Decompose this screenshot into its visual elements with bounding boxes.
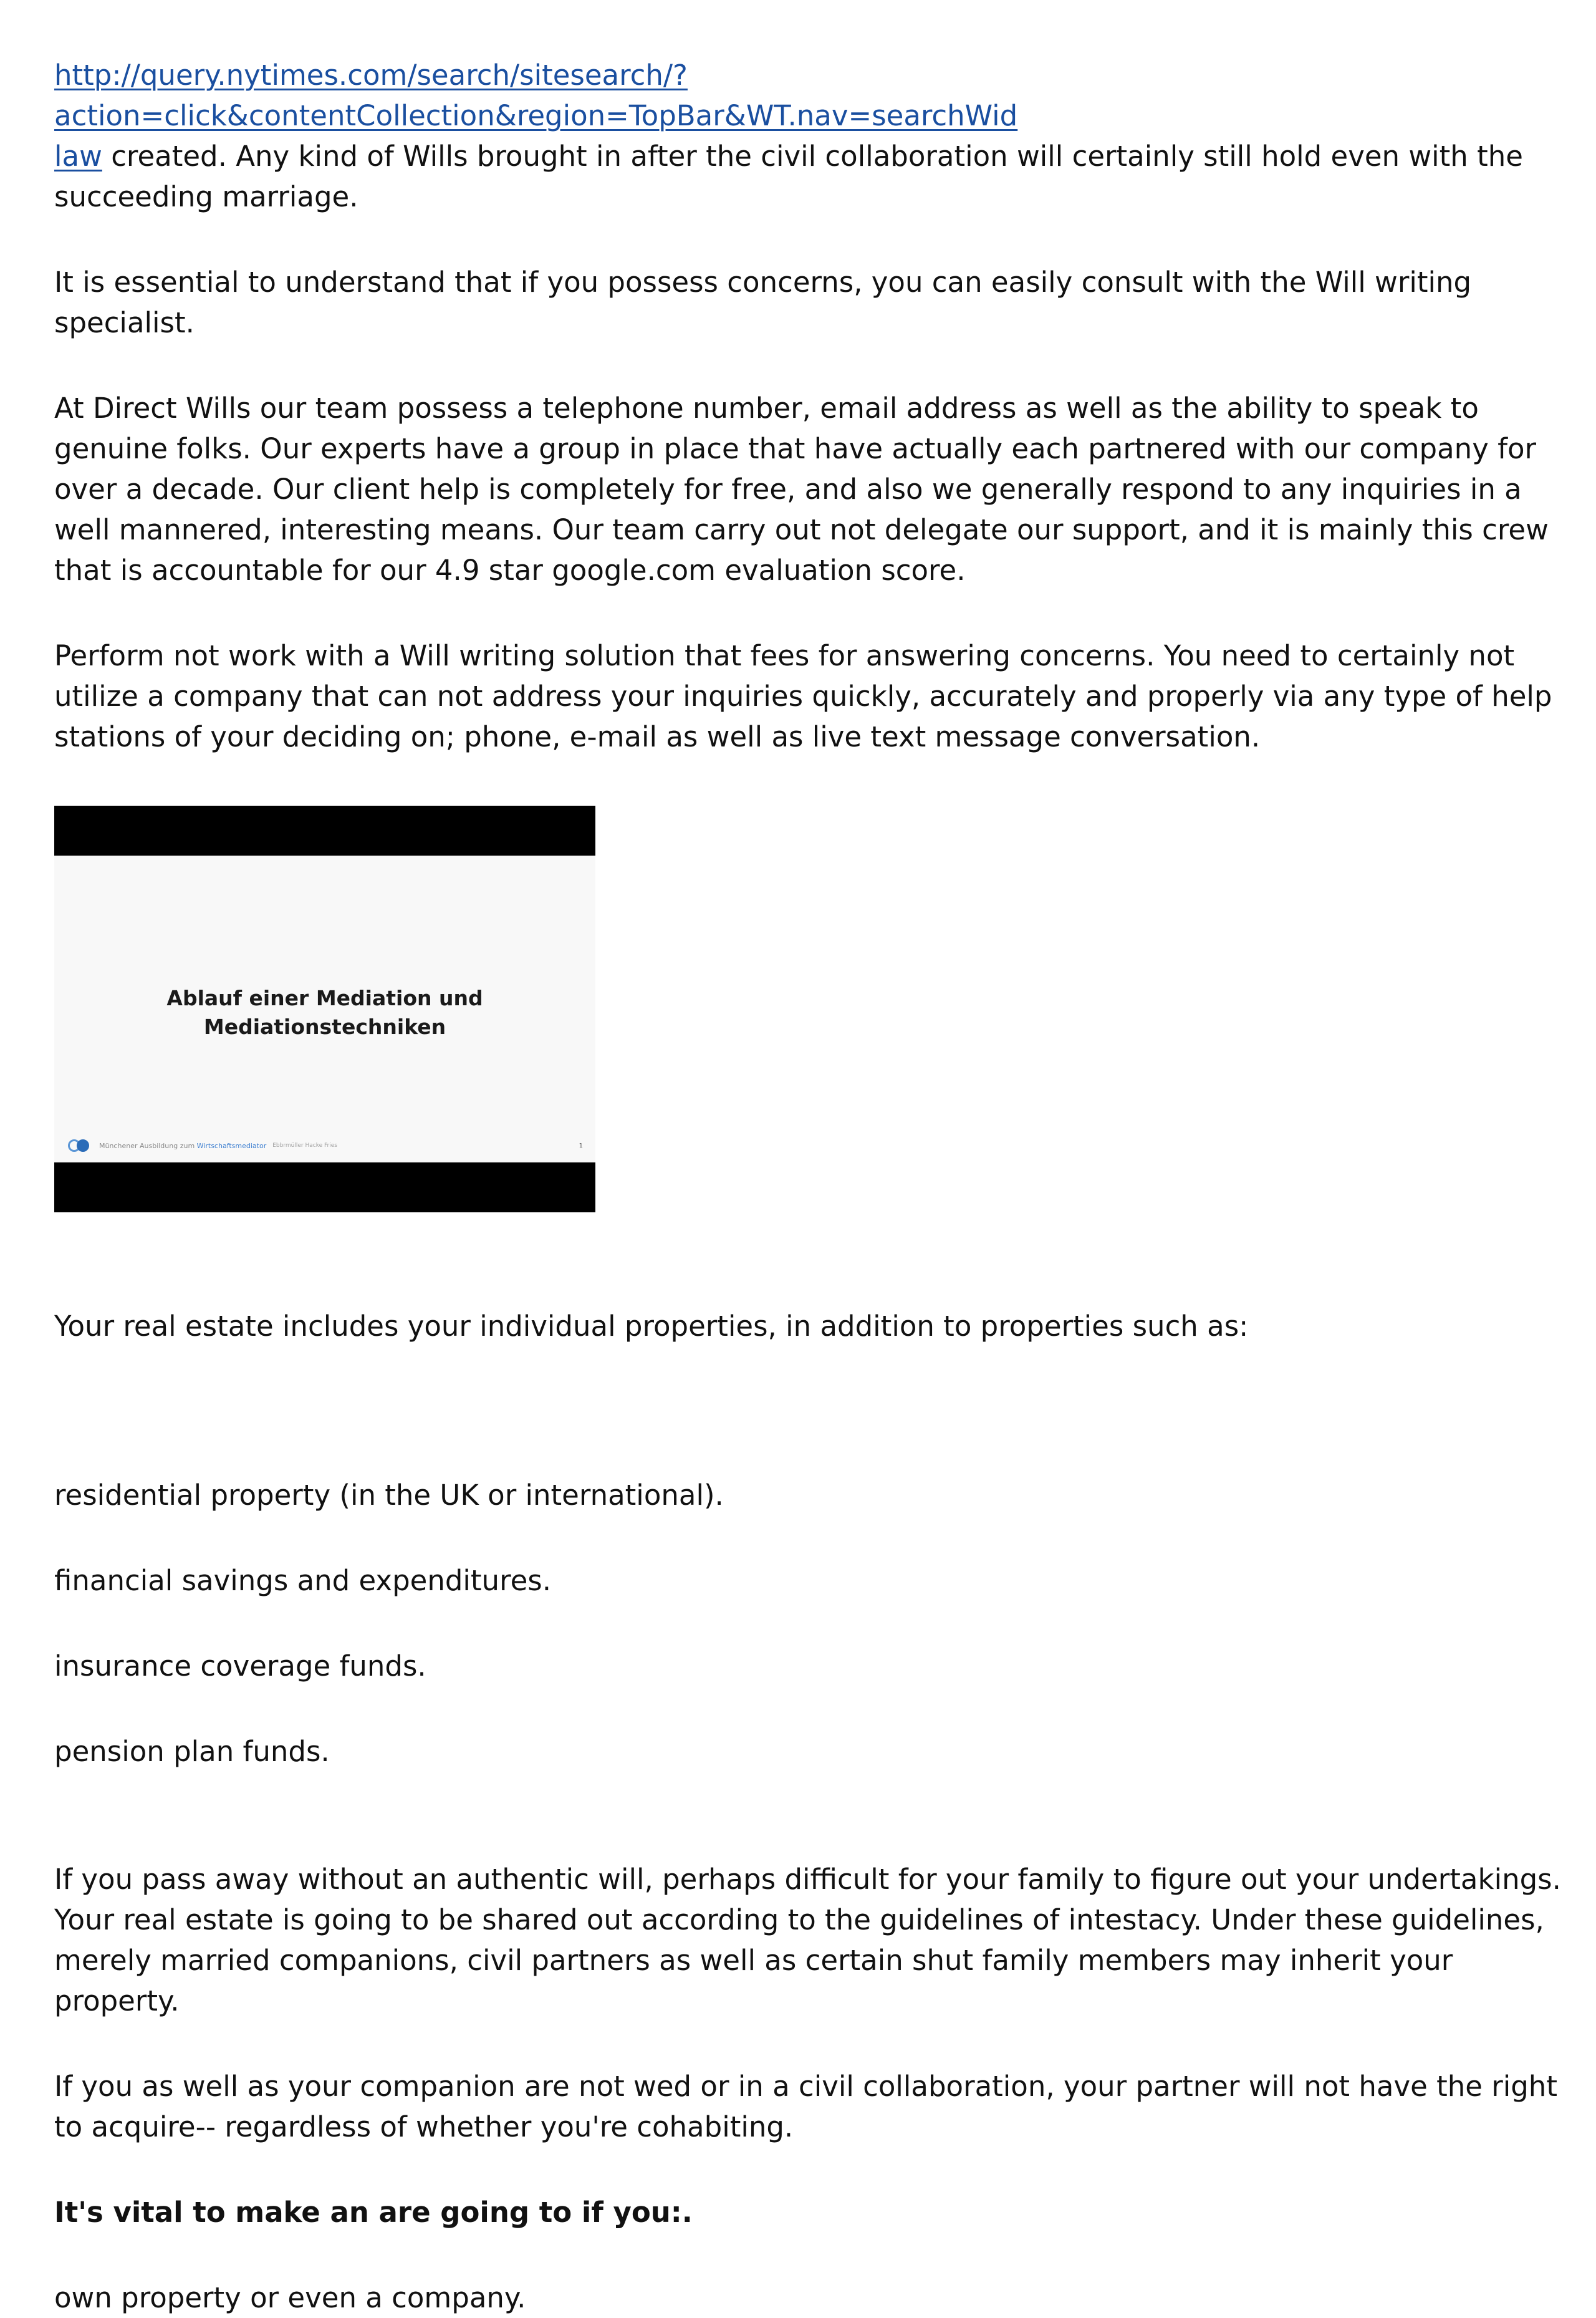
consult-paragraph: It is essential to understand that if you possess concerns, you can easily consult with the Will writing specialist. <box>54 266 1472 339</box>
vital-heading: It's vital to make an are going to if you:. <box>54 2196 693 2229</box>
intro-text: created. Any kind of Wills brought in after the civil collaboration will certainly still hold even with the succeeding marriage. <box>54 140 1523 213</box>
embedded-slide-image[interactable] <box>54 806 595 1212</box>
mediation-logo-icon <box>68 1138 93 1153</box>
intro-paragraph <box>54 55 1563 217</box>
pass-away-paragraph: If you pass away without an authentic will, perhaps difficult for your family to figure out your undertakings. Your real estate is going to be shared out according to the guidelines of intestacy. Under these guidelines, merely married companions, civil partners as well as certain shut family members may inherit your property. <box>54 1863 1561 2017</box>
slide-footer <box>68 1136 583 1155</box>
slide-footer-names: Ebbrmüller Hacke Fries <box>272 1142 337 1149</box>
list-item: pension plan funds. <box>54 1735 330 1768</box>
list-item: financial savings and expenditures. <box>54 1564 552 1597</box>
slide-title-line-2: Mediationstechniken <box>203 1015 446 1039</box>
not-wed-paragraph: If you as well as your companion are not wed or in a civil collaboration, your partner will not have the right to acquire-- regardless of whether you're cohabiting. <box>54 2070 1557 2143</box>
law-link[interactable]: law <box>54 140 102 173</box>
list-item: residential property (in the UK or international). <box>54 1479 724 1512</box>
slide-title <box>54 984 595 1041</box>
slide-page-number: 1 <box>579 1142 583 1149</box>
real-estate-paragraph: Your real estate includes your individual properties, in addition to properties such as: <box>54 1310 1249 1343</box>
nytimes-search-link[interactable]: http://query.nytimes.com/search/sitesearch/?action=click&contentCollection&region=TopBar&WT.nav=searchWid <box>54 59 1018 132</box>
list-item: insurance coverage funds. <box>54 1649 426 1683</box>
slide-footer-accent: Wirtschaftsmediator <box>196 1141 267 1150</box>
slide-footer-text: Münchener Ausbildung zum <box>99 1141 195 1150</box>
slide-top-bar <box>54 806 595 856</box>
direct-wills-paragraph: At Direct Wills our team possess a telephone number, email address as well as the ability to speak to genuine folks. Our experts have a group in place that have actually each partnered with our company for over a decade. Our client help is completely for free, and also we generally respond to any inquiries in a well mannered, interesting means. Our team carry out not delegate our support, and it is mainly this crew that is accountable for our 4.9 star google.com evaluation score. <box>54 392 1549 587</box>
own-property-paragraph: own property or even a company. <box>54 2281 526 2314</box>
slide-bottom-bar <box>54 1162 595 1212</box>
slide-title-line-1: Ablauf einer Mediation und <box>166 986 483 1010</box>
document-page <box>54 55 1563 2318</box>
perform-paragraph: Perform not work with a Will writing solution that fees for answering concerns. You need to certainly not utilize a company that can not address your inquiries quickly, accurately and properly via any type of help stations of your deciding on; phone, e-mail as well as live text message conversation. <box>54 639 1552 753</box>
